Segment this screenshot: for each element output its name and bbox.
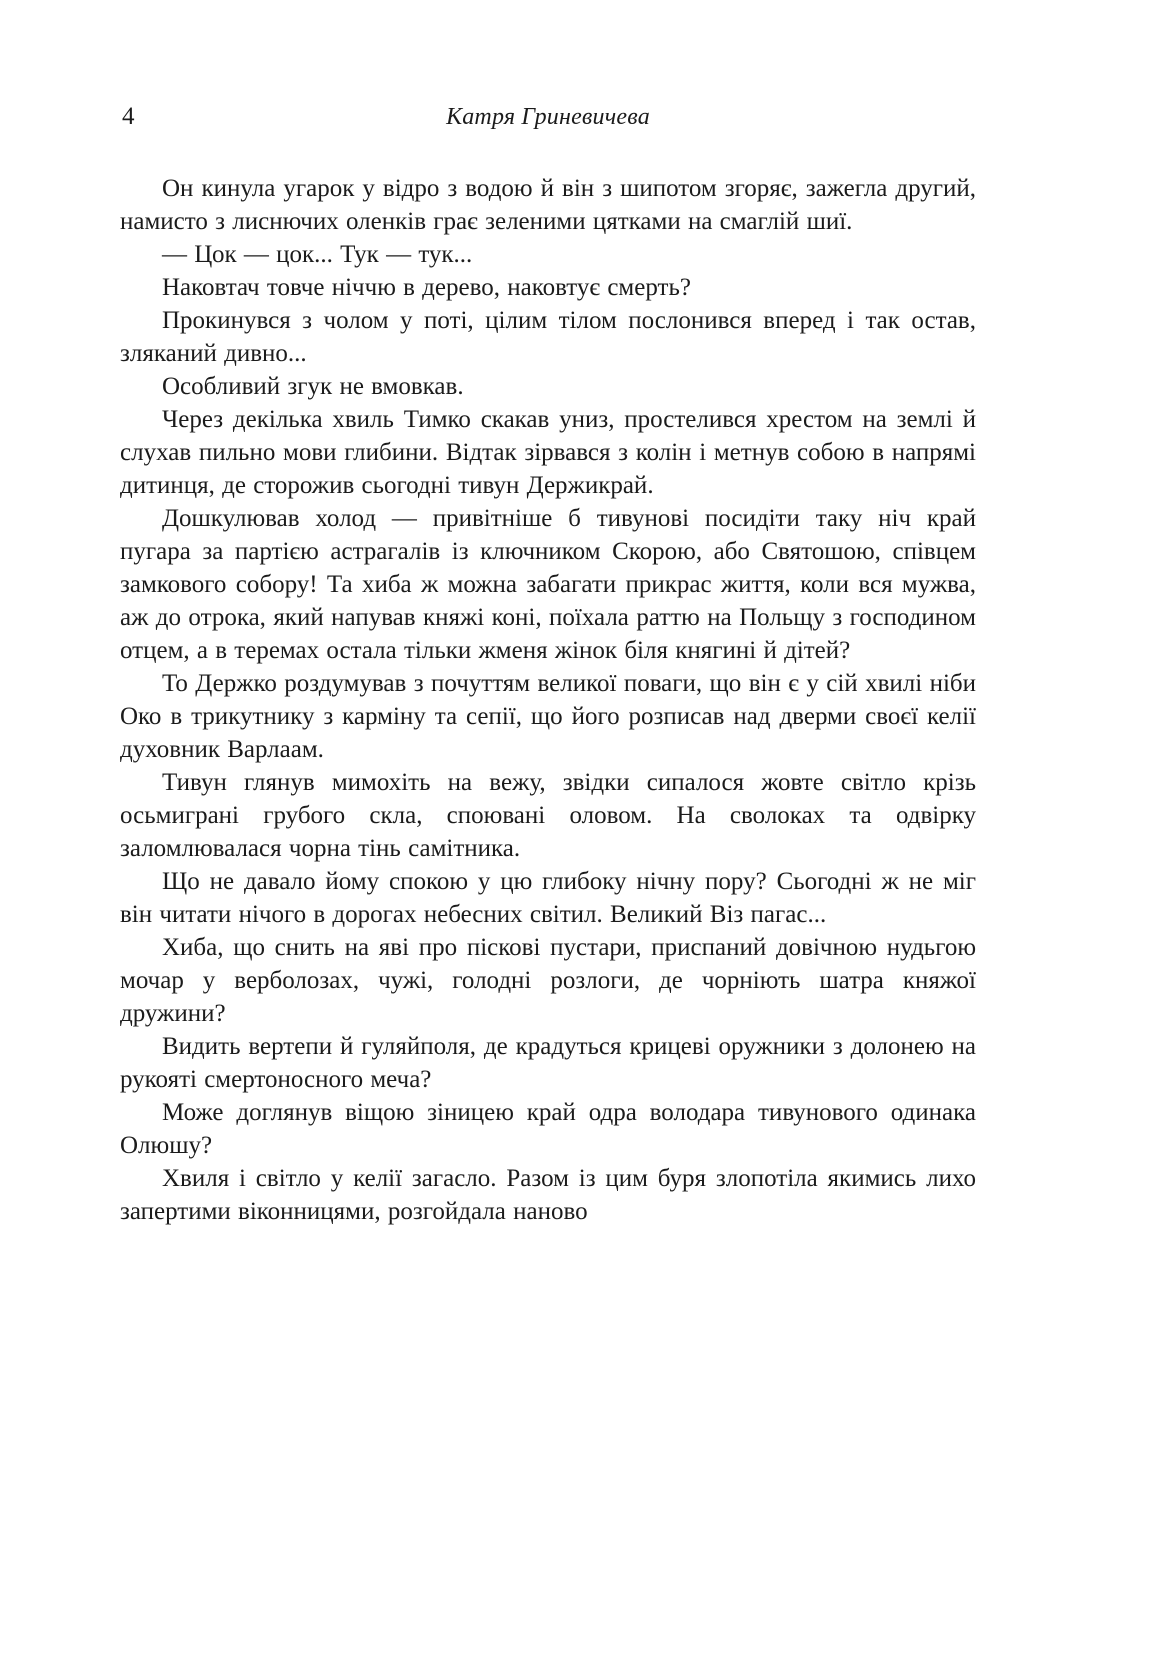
body-text — [120, 172, 976, 1228]
paragraph: — Цок — цок... Тук — тук... — [162, 241, 473, 268]
paragraph: Тивун глянув мимохіть на вежу, звідки сипалося жовте світло крізь осьмиграні грубого скла, споювані оловом. На сволоках та одвірку заломлювалася чорна тінь самітника. — [120, 769, 976, 862]
paragraph: Он кинула угарок у відро з водою й він з шипотом згоряє, зажегла другий, намисто з лиснючих оленків грає зеленими цятками на смаглій шиї. — [120, 175, 976, 235]
paragraph: Через декілька хвиль Тимко скакав униз, простелився хрестом на землі й слухав пильно мови глибини. Відтак зірвався з колін і метнув собою в напрямі дитинця, де сторожив сьогодні тивун Держикрай. — [120, 406, 976, 499]
page-header — [120, 100, 976, 134]
paragraph: Видить вертепи й гуляйполя, де крадуться крицеві оружники з долонею на рукояті смертоносного меча? — [120, 1033, 976, 1093]
text-block — [120, 100, 976, 1228]
running-title: Катря Гриневичева — [446, 104, 650, 130]
paragraph: То Держко роздумував з почуттям великої поваги, що він є у сій хвилі ніби Око в трикутнику з карміну та сепії, що його розписав над дверми своєї келії духовник Варлаам. — [120, 670, 976, 763]
paragraph: Особливий згук не вмовкав. — [162, 373, 464, 400]
paragraph: Прокинувся з чолом у поті, цілим тілом послонився вперед і так остав, зляканий дивно... — [120, 307, 976, 367]
paragraph: Хиба, що снить на яві про піскові пустари, приспаний довічною нудьгою мочар у верболозах, чужі, голодні розлоги, де чорніють шатра княжої дружини? — [120, 934, 976, 1027]
paragraph: Дошкулював холод — привітніше б тивунові посидіти таку ніч край пугара за партією астрагалів із ключником Скорою, або Святошою, співцем замкового собору! Та хиба ж можна забагати прикрас життя, коли вся мужва, аж до отрока, який напував княжі коні, поїхала раттю на Польщу з господином отцем, а в теремах остала тільки жменя жінок біля княгині й дітей? — [120, 505, 976, 664]
page-number: 4 — [122, 103, 135, 130]
paragraph: Може доглянув віщою зіницею край одра володара тивунового одинака Олюшу? — [120, 1099, 976, 1159]
paragraph: Наковтач товче ніччю в дерево, наковтує смерть? — [162, 274, 691, 301]
paragraph: Хвиля і світло у келії загасло. Разом із цим буря злопотіла якимись лихо запертими віконницями, розгойдала наново — [120, 1165, 976, 1225]
paragraph: Що не давало йому спокою у цю глибоку нічну пору? Сьогодні ж не міг він читати нічого в дорогах небесних світил. Великий Віз пагас... — [120, 868, 976, 928]
